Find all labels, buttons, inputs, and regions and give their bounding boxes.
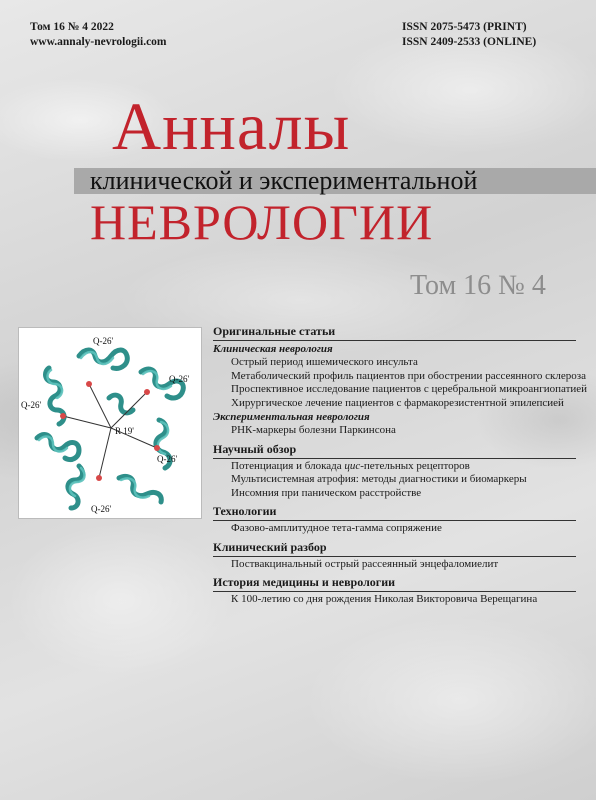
protein-helix-illustration xyxy=(19,328,203,520)
table-of-contents xyxy=(213,324,588,607)
issn-online: ISSN 2409-2533 (ONLINE) xyxy=(402,36,537,48)
toc-item[interactable]: Хирургическое лечение пациентов с фармакорезистентной эпилепсией xyxy=(231,396,564,409)
label-q-top: Q-26' xyxy=(93,336,114,346)
divider xyxy=(213,556,576,557)
toc-item-text: Потенциация и блокада xyxy=(231,459,345,472)
journal-title-neurology: НЕВРОЛОГИИ xyxy=(90,194,434,250)
toc-item[interactable]: Острый период ишемического инсульта xyxy=(231,356,418,368)
divider xyxy=(213,458,576,459)
toc-item[interactable]: Метаболический профиль пациентов при обострении рассеянного склероза xyxy=(231,369,587,382)
toc-item[interactable]: Инсомния при паническом расстройстве xyxy=(231,486,422,499)
toc-item[interactable]: Фазово-амплитудное тета-гамма сопряжение xyxy=(231,522,442,534)
label-q-upper-right: Q-26' xyxy=(169,374,190,384)
label-q-bottom: Q-26' xyxy=(91,504,112,514)
divider xyxy=(213,591,576,592)
toc-item[interactable] xyxy=(213,460,576,474)
cover-illustration xyxy=(18,327,202,519)
website-link[interactable]: www.annaly-nevrologii.com xyxy=(30,36,167,48)
divider xyxy=(213,340,576,341)
issn-print: ISSN 2075-5473 (PRINT) xyxy=(402,21,527,33)
toc-item-emphasis: цис xyxy=(344,459,361,472)
toc-subheading-clinical: Клиническая неврология xyxy=(213,343,333,355)
toc-heading-original[interactable]: Оригинальные статьи xyxy=(213,324,336,338)
toc-heading-technologies[interactable]: Технологии xyxy=(213,504,277,518)
label-r-center: R 19' xyxy=(115,426,134,436)
toc-subheading-experimental: Экспериментальная неврология xyxy=(213,411,370,423)
toc-item[interactable]: РНК-маркеры болезни Паркинсона xyxy=(231,424,396,436)
toc-item[interactable]: Поствакцинальный острый рассеянный энцефаломиелит xyxy=(231,557,499,570)
label-q-left: Q-26' xyxy=(21,400,42,410)
toc-item[interactable]: Мультисистемная атрофия: методы диагностики и биомаркеры xyxy=(231,473,527,485)
header-left xyxy=(30,20,167,50)
journal-title-annaly: Анналы xyxy=(112,88,351,164)
volume-year: Том 16 № 4 2022 xyxy=(30,21,114,33)
toc-heading-history[interactable]: История медицины и неврологии xyxy=(213,575,396,589)
journal-subtitle: клинической и экспериментальной xyxy=(90,166,478,195)
label-q-lower-right: Q-26' xyxy=(157,454,178,464)
toc-item[interactable]: К 100-летию со дня рождения Николая Викторовича Верещагина xyxy=(231,593,538,605)
toc-item[interactable]: Проспективное исследование пациентов с церебральной микроангиопатией xyxy=(231,383,588,395)
divider xyxy=(213,520,576,521)
issue-number: Том 16 № 4 xyxy=(410,270,546,301)
toc-heading-review[interactable]: Научный обзор xyxy=(213,441,297,456)
toc-item-text: -петельных рецепторов xyxy=(360,459,470,472)
header-right xyxy=(402,20,536,50)
toc-heading-clinical-case[interactable]: Клинический разбор xyxy=(213,539,327,554)
